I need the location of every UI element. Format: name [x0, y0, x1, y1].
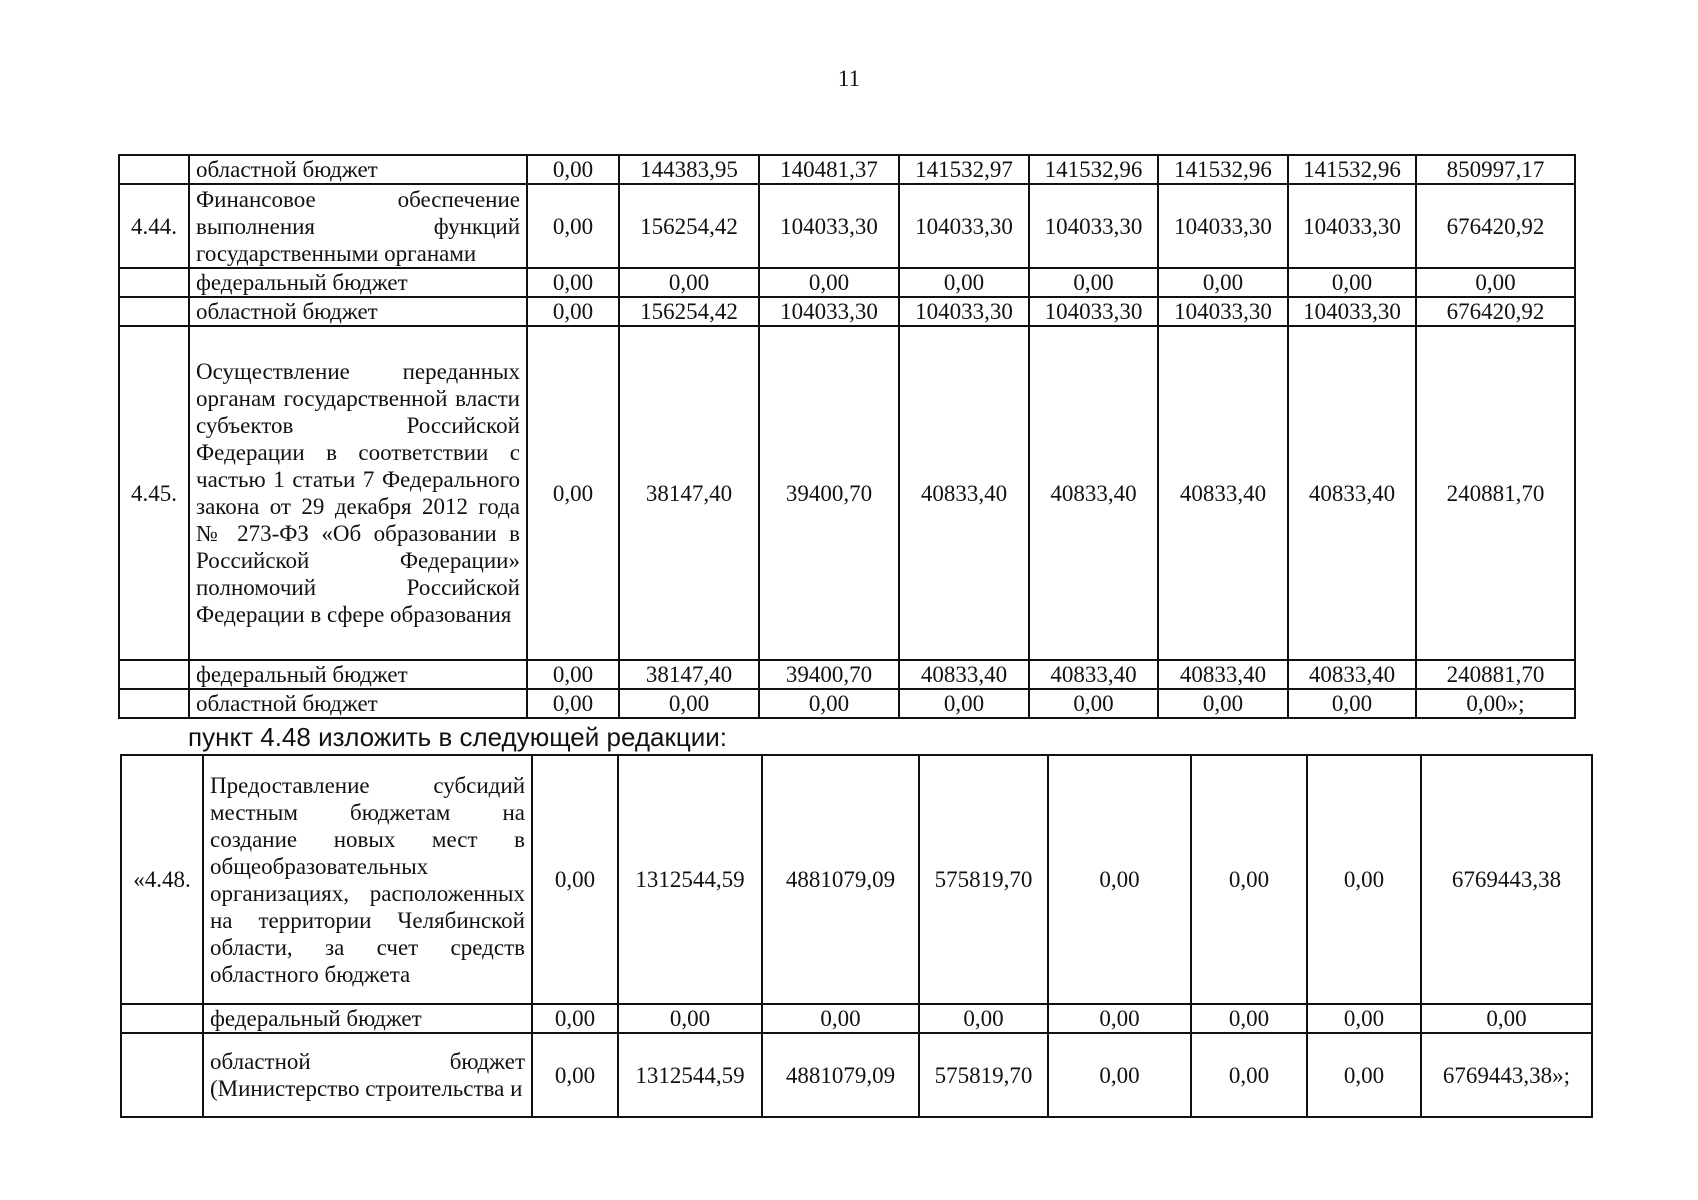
row-label: областной бюджет — [189, 155, 527, 184]
page-number: 11 — [837, 66, 861, 91]
value-cell: 0,00 — [1288, 689, 1416, 718]
value-cell: 141532,96 — [1158, 155, 1288, 184]
value-cell: 141532,96 — [1288, 155, 1416, 184]
total-cell: 0,00 — [1416, 268, 1575, 297]
value-cell: 0,00 — [527, 155, 619, 184]
value-cell: 156254,42 — [619, 297, 759, 326]
table-1-body — [119, 155, 1575, 718]
value-cell: 1312544,59 — [618, 755, 762, 1004]
value-cell: 0,00 — [527, 326, 619, 660]
value-cell: 104033,30 — [759, 297, 899, 326]
table-row — [119, 689, 1575, 718]
row-label: областной бюджет — [189, 689, 527, 718]
value-cell: 141532,97 — [899, 155, 1029, 184]
table-row — [121, 1004, 1592, 1033]
value-cell: 104033,30 — [1158, 297, 1288, 326]
value-cell: 4881079,09 — [762, 755, 919, 1004]
row-number — [119, 155, 189, 184]
row-number — [119, 268, 189, 297]
row-label: федеральный бюджет — [203, 1004, 532, 1033]
value-cell: 0,00 — [1288, 268, 1416, 297]
value-cell: 40833,40 — [1288, 660, 1416, 689]
row-label: Осуществление переданных органам государственной власти субъектов Российской Федерации в соответствии с частью 1 статьи 7 Федерального закона от 29 декабря 2012 года № 273-ФЗ «Об образовании в Российской Федерации» полномочий Российской Федерации в сфере образования — [189, 326, 527, 660]
value-cell: 0,00 — [1191, 755, 1307, 1004]
value-cell: 40833,40 — [1158, 660, 1288, 689]
total-cell: 850997,17 — [1416, 155, 1575, 184]
value-cell: 39400,70 — [759, 326, 899, 660]
value-cell: 0,00 — [618, 1004, 762, 1033]
row-label: федеральный бюджет — [189, 268, 527, 297]
value-cell: 104033,30 — [1158, 184, 1288, 268]
total-cell: 6769443,38 — [1421, 755, 1592, 1004]
value-cell: 140481,37 — [759, 155, 899, 184]
value-cell: 0,00 — [527, 297, 619, 326]
value-cell: 0,00 — [1048, 1004, 1191, 1033]
row-number — [121, 1004, 203, 1033]
value-cell: 0,00 — [1158, 268, 1288, 297]
value-cell: 156254,42 — [619, 184, 759, 268]
value-cell: 144383,95 — [619, 155, 759, 184]
row-number — [119, 689, 189, 718]
table-row — [121, 1033, 1592, 1117]
total-cell: 676420,92 — [1416, 184, 1575, 268]
value-cell: 0,00 — [1029, 268, 1158, 297]
total-cell: 0,00»; — [1416, 689, 1575, 718]
table-row — [119, 268, 1575, 297]
value-cell: 38147,40 — [619, 326, 759, 660]
table-row — [121, 755, 1592, 1004]
total-cell: 240881,70 — [1416, 660, 1575, 689]
row-number — [119, 297, 189, 326]
value-cell: 0,00 — [532, 755, 618, 1004]
value-cell: 575819,70 — [919, 1033, 1048, 1117]
value-cell: 141532,96 — [1029, 155, 1158, 184]
value-cell: 0,00 — [527, 660, 619, 689]
row-number: «4.48. — [121, 755, 203, 1004]
value-cell: 0,00 — [899, 268, 1029, 297]
row-label: Финансовое обеспечение выполнения функций государственными органами — [189, 184, 527, 268]
value-cell: 104033,30 — [1288, 297, 1416, 326]
value-cell: 40833,40 — [1288, 326, 1416, 660]
row-label: областной бюджет — [189, 297, 527, 326]
table-row — [119, 297, 1575, 326]
total-cell: 676420,92 — [1416, 297, 1575, 326]
value-cell: 0,00 — [1191, 1033, 1307, 1117]
value-cell: 0,00 — [759, 689, 899, 718]
value-cell: 40833,40 — [899, 326, 1029, 660]
value-cell: 40833,40 — [1029, 326, 1158, 660]
value-cell: 0,00 — [1048, 755, 1191, 1004]
value-cell: 104033,30 — [1288, 184, 1416, 268]
table-2-body — [121, 755, 1592, 1117]
row-number: 4.44. — [119, 184, 189, 268]
value-cell: 104033,30 — [899, 297, 1029, 326]
value-cell: 0,00 — [527, 689, 619, 718]
value-cell: 0,00 — [919, 1004, 1048, 1033]
value-cell: 104033,30 — [1029, 297, 1158, 326]
value-cell: 0,00 — [1307, 755, 1421, 1004]
value-cell: 104033,30 — [1029, 184, 1158, 268]
value-cell: 0,00 — [1158, 689, 1288, 718]
table-row — [119, 155, 1575, 184]
value-cell: 0,00 — [1029, 689, 1158, 718]
value-cell: 40833,40 — [1158, 326, 1288, 660]
value-cell: 38147,40 — [619, 660, 759, 689]
value-cell: 104033,30 — [899, 184, 1029, 268]
table-row — [119, 184, 1575, 268]
value-cell: 0,00 — [532, 1004, 618, 1033]
row-number: 4.45. — [119, 326, 189, 660]
row-number — [121, 1033, 203, 1117]
value-cell: 575819,70 — [919, 755, 1048, 1004]
table-row — [119, 660, 1575, 689]
value-cell: 0,00 — [619, 268, 759, 297]
value-cell: 0,00 — [527, 184, 619, 268]
table-row — [119, 326, 1575, 660]
row-label: областной бюджет (Министерство строительства и — [203, 1033, 532, 1117]
value-cell: 1312544,59 — [618, 1033, 762, 1117]
value-cell: 0,00 — [1307, 1004, 1421, 1033]
row-label: Предоставление субсидий местным бюджетам на создание новых мест в общеобразовательных организациях, расположенных на территории Челябинской области, за счет средств областного бюджета — [203, 755, 532, 1004]
value-cell: 0,00 — [762, 1004, 919, 1033]
total-cell: 0,00 — [1421, 1004, 1592, 1033]
value-cell: 104033,30 — [759, 184, 899, 268]
value-cell: 40833,40 — [899, 660, 1029, 689]
value-cell: 0,00 — [1048, 1033, 1191, 1117]
row-number — [119, 660, 189, 689]
budget-table-1 — [118, 154, 1576, 719]
value-cell: 0,00 — [532, 1033, 618, 1117]
value-cell: 0,00 — [1307, 1033, 1421, 1117]
row-label: федеральный бюджет — [189, 660, 527, 689]
total-cell: 240881,70 — [1416, 326, 1575, 660]
value-cell: 0,00 — [899, 689, 1029, 718]
budget-table-2 — [120, 754, 1593, 1118]
value-cell: 39400,70 — [759, 660, 899, 689]
value-cell: 40833,40 — [1029, 660, 1158, 689]
value-cell: 4881079,09 — [762, 1033, 919, 1117]
value-cell: 0,00 — [1191, 1004, 1307, 1033]
value-cell: 0,00 — [759, 268, 899, 297]
value-cell: 0,00 — [527, 268, 619, 297]
total-cell: 6769443,38»; — [1421, 1033, 1592, 1117]
value-cell: 0,00 — [619, 689, 759, 718]
amendment-instruction: пункт 4.48 изложить в следующей редакции: — [188, 722, 728, 752]
